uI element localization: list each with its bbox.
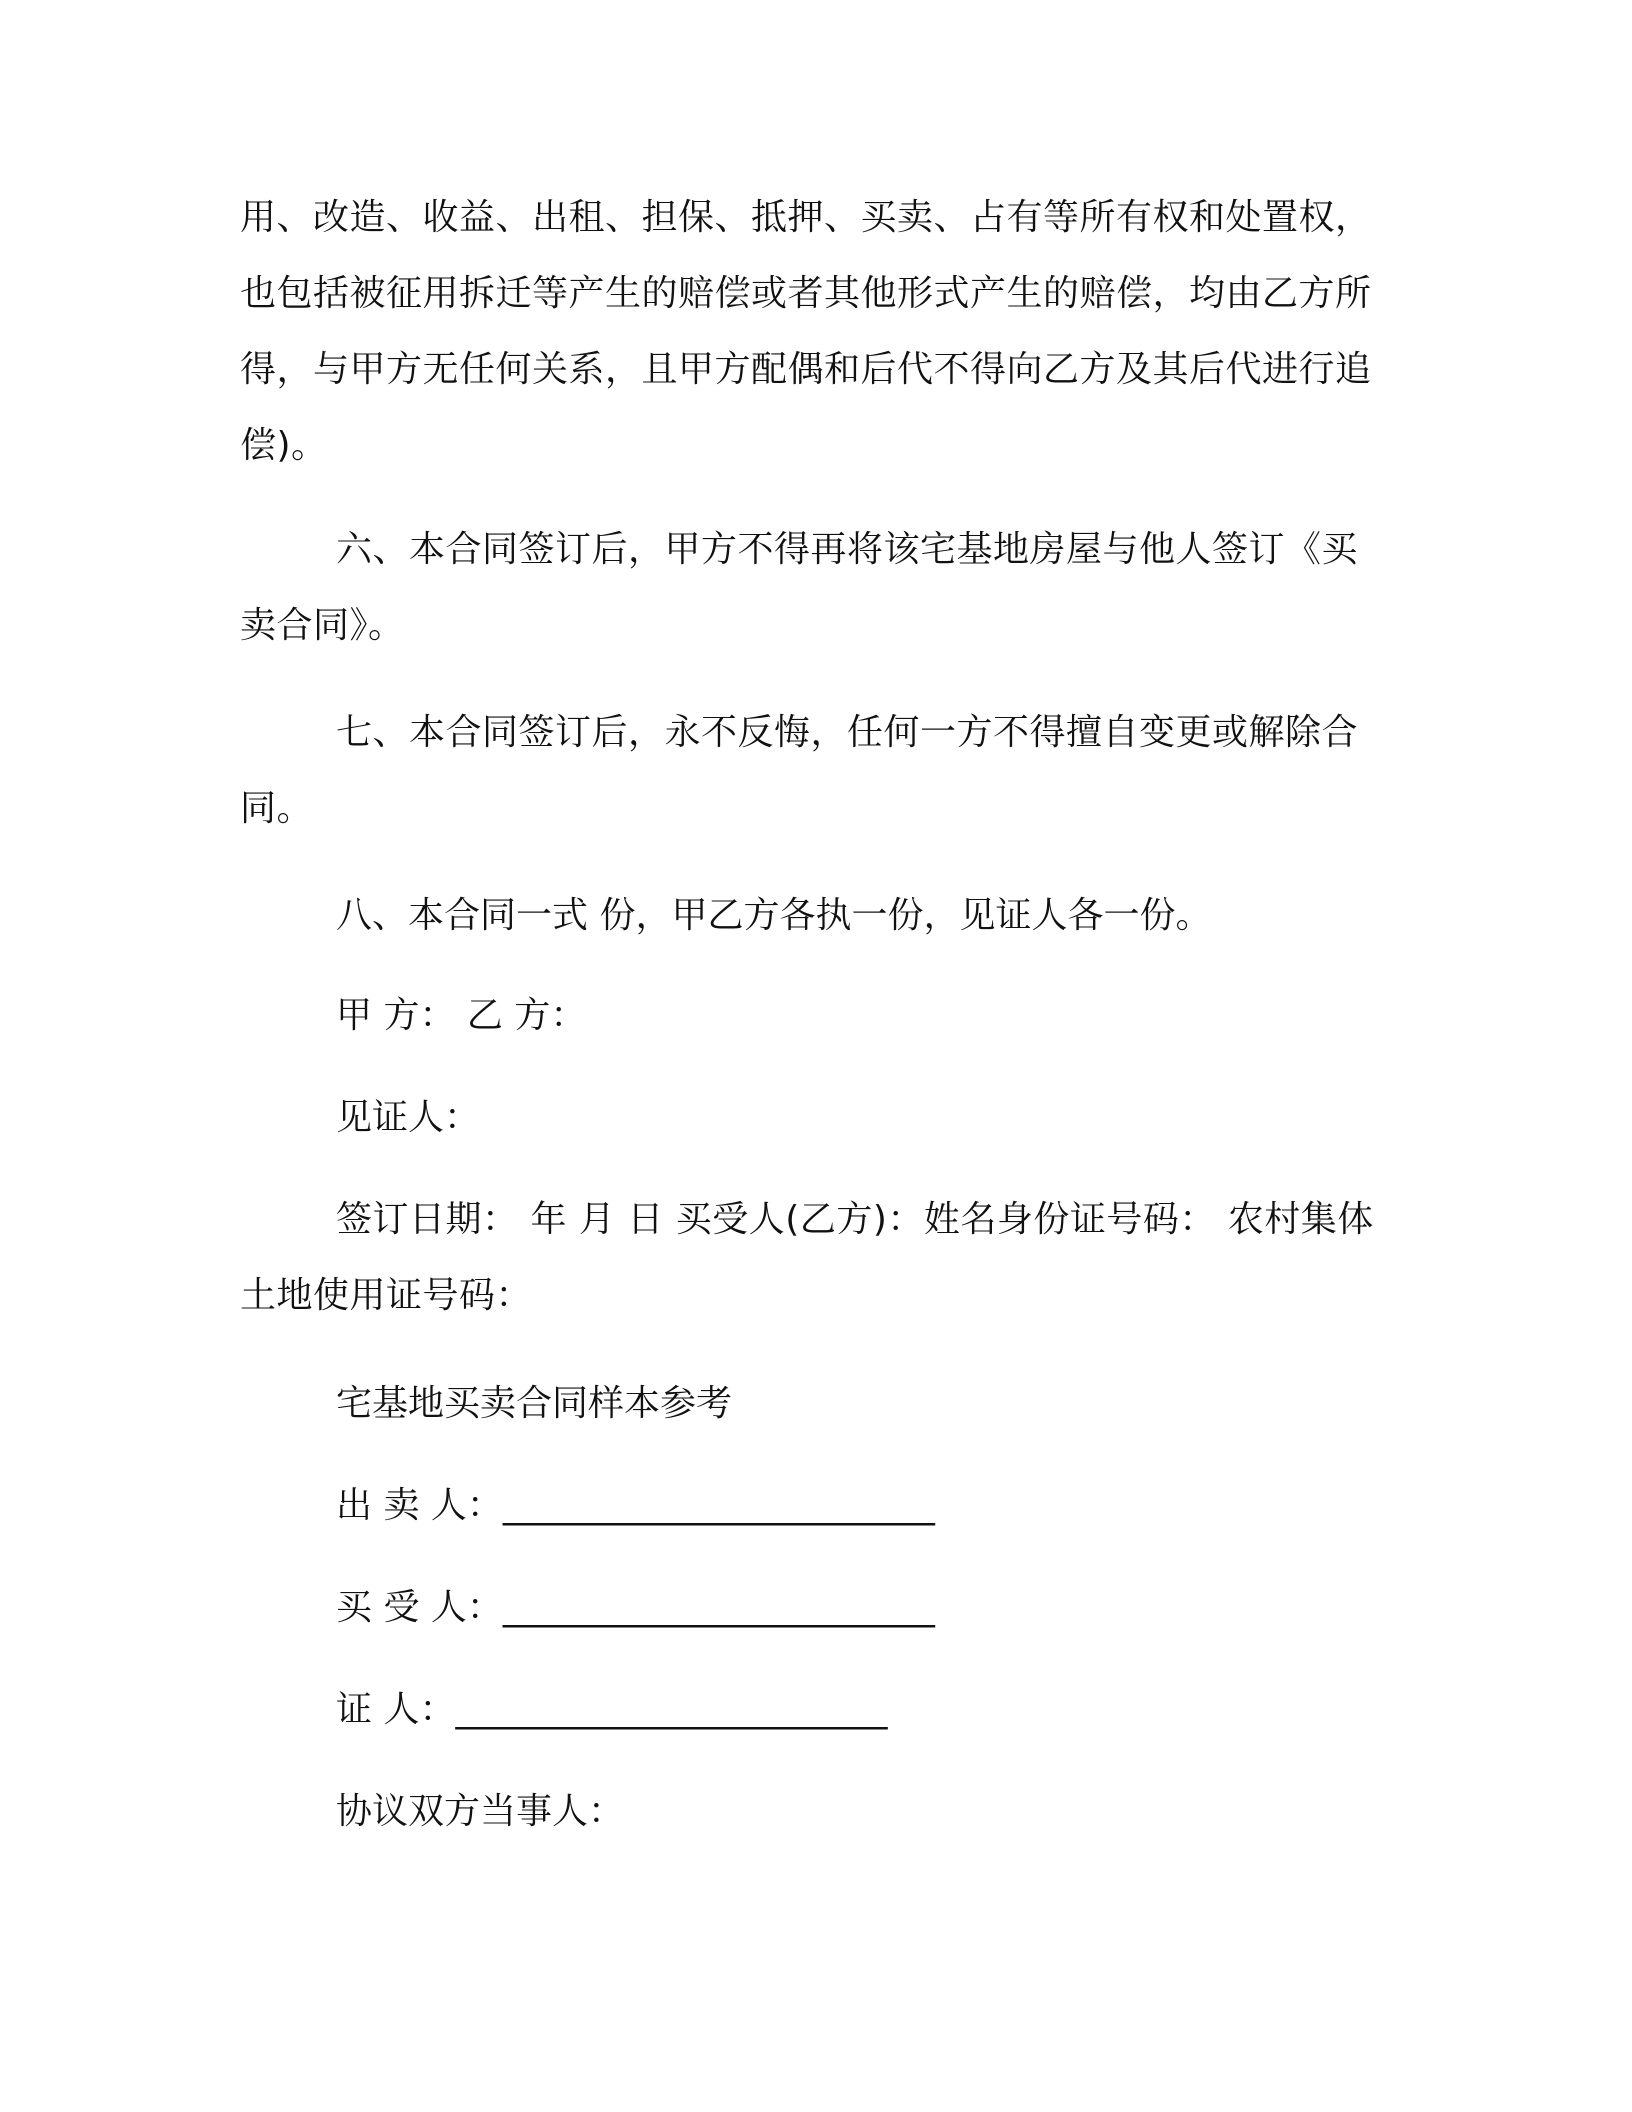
both-parties-heading: 协议双方当事人： xyxy=(336,1791,625,1832)
paragraph-parties-signature: 甲 方： 乙 方： xyxy=(336,995,587,1036)
paragraph-clause-eight: 八、本合同一式 份，甲乙方各执一份，见证人各一份。 xyxy=(336,895,1212,936)
paragraph-clause-seven: 七、本合同签订后，永不反悔，任何一方不得擅自变更或解除合同。 xyxy=(240,712,1359,829)
seller-field: 出 卖 人：________________________ xyxy=(336,1485,935,1526)
paragraph-clause-six: 六、本合同签订后，甲方不得再将该宅基地房屋与他人签订《买卖合同》。 xyxy=(240,529,1359,646)
paragraph-witness-signature: 见证人： xyxy=(336,1097,481,1138)
paragraph-sign-date: 签订日期： 年 月 日 买受人(乙方)：姓名身份证号码： 农村集体土地使用证号码： xyxy=(240,1199,1374,1316)
buyer-field: 买 受 人：________________________ xyxy=(336,1587,935,1628)
witness-field: 证 人：________________________ xyxy=(336,1689,888,1730)
document-section-title: 宅基地买卖合同样本参考 xyxy=(336,1383,733,1424)
paragraph-rights-continuation: 用、改造、收益、出租、担保、抵押、买卖、占有等所有权和处置权，也包括被征用拆迁等产生的赔偿或者其他形式产生的赔偿，均由乙方所得，与甲方无任何关系，且甲方配偶和后代不得向乙方及其后代进行追偿)。 xyxy=(240,197,1372,466)
